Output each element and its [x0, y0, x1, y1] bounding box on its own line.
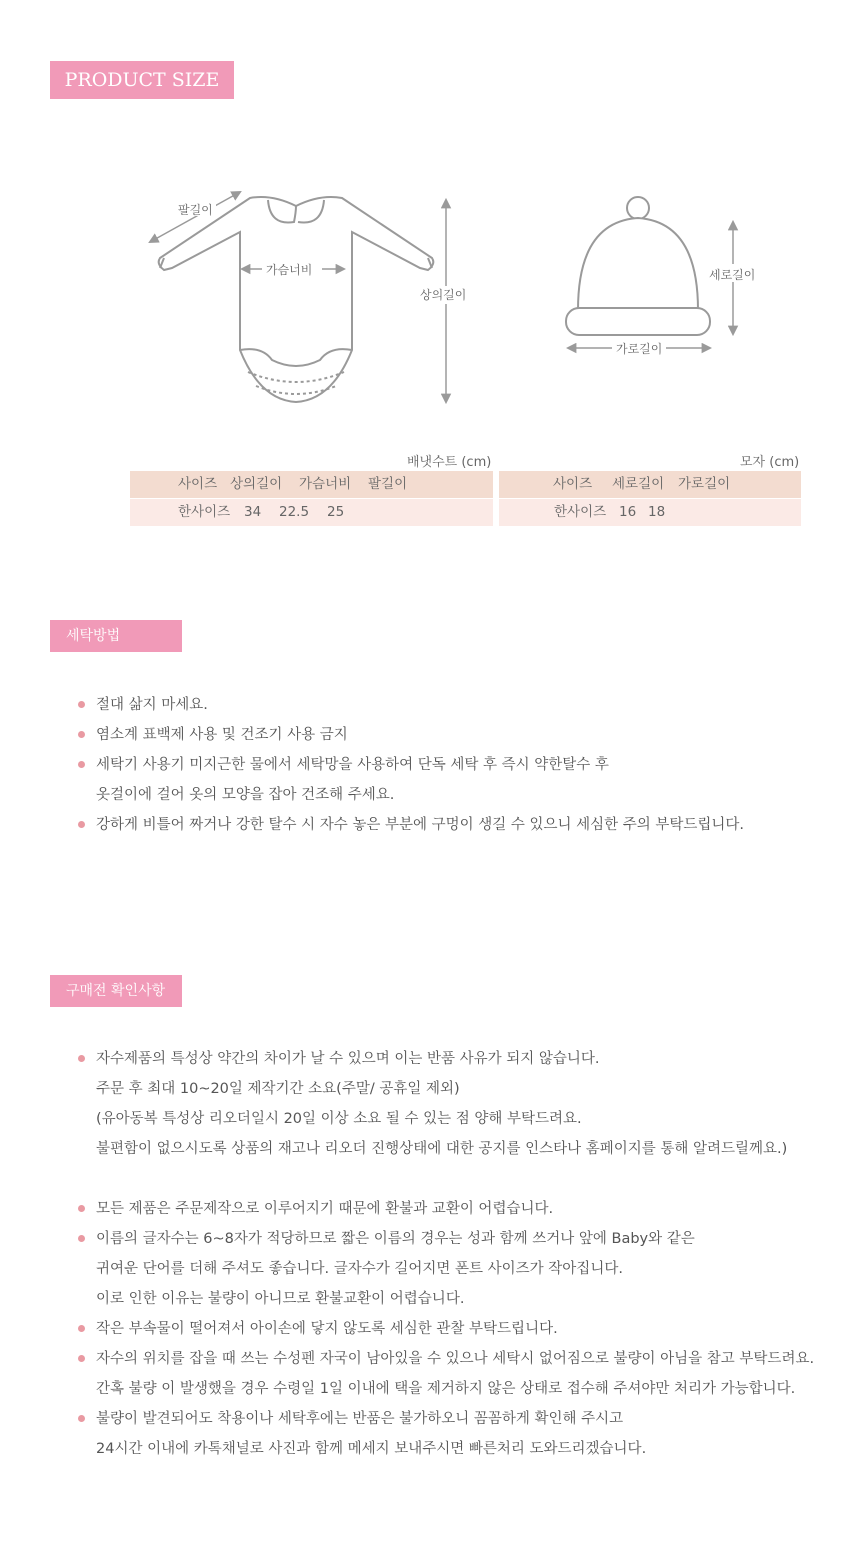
header-cell: 사이즈 — [178, 476, 218, 492]
list-item: 모든 제품은 주문제작으로 이루어지기 때문에 환불과 교환이 어렵습니다. — [78, 1194, 814, 1224]
hat-table-row — [499, 499, 801, 526]
list-item: 이름의 글자수는 6~8자가 적당하므로 짧은 이름의 경우는 성과 함께 쓰거나 앞에 Baby와 같은 — [78, 1224, 814, 1254]
sleeve-length-label: 팔길이 — [178, 203, 213, 217]
list-item: 간혹 불량 이 발생했을 경우 수령일 1일 이내에 택을 제거하지 않은 상태로 접수해 주셔야만 처리가 가능합니다. — [96, 1381, 796, 1397]
value-cell: 16 — [619, 504, 637, 520]
header-cell: 상의길이 — [230, 476, 283, 492]
hat-height-label: 세로길이 — [709, 268, 756, 282]
header-cell: 가슴너비 — [299, 476, 352, 492]
list-item: 불편함이 없으시도록 상품의 재고나 리오더 진행상태에 대한 공지를 인스타나 홈페이지를 통해 알려드릴께요.) — [96, 1141, 788, 1157]
value-cell: 25 — [327, 504, 345, 520]
list-item: 옷걸이에 걸어 옷의 모양을 잡아 건조해 주세요. — [96, 787, 395, 803]
purchase-check-list — [78, 1044, 814, 1464]
hat-illustration — [566, 197, 710, 335]
header-cell: 가로길이 — [678, 476, 731, 492]
value-cell: 22.5 — [279, 504, 310, 520]
list-item: 24시간 이내에 카톡채널로 사진과 함께 메세지 보내주시면 빠른처리 도와드리겠습니다. — [96, 1441, 647, 1457]
bodysuit-table-title: 배냇수트 (cm) — [407, 455, 492, 470]
list-item: 작은 부속물이 떨어져서 아이손에 닿지 않도록 세심한 관찰 부탁드립니다. — [78, 1314, 814, 1344]
chest-width-label: 가슴너비 — [266, 263, 313, 277]
list-item: 자수제품의 특성상 약간의 차이가 날 수 있으며 이는 반품 사유가 되지 않습니다. — [78, 1044, 814, 1074]
list-item: 자수의 위치를 잡을 때 쓰는 수성펜 자국이 남아있을 수 있으나 세탁시 없어짐으로 불량이 아님을 참고 부탁드려요. — [78, 1344, 814, 1374]
hat-width-label: 가로길이 — [616, 342, 663, 356]
product-size-label: PRODUCT SIZE — [50, 61, 234, 99]
hat-table-header — [499, 471, 801, 498]
value-cell: 한사이즈 — [178, 504, 231, 520]
purchase-check-label: 구매전 확인사항 — [50, 975, 182, 1007]
bodysuit-illustration — [159, 197, 434, 402]
header-cell: 세로길이 — [612, 476, 665, 492]
list-item: 절대 삶지 마세요. — [78, 690, 744, 720]
top-length-label: 상의길이 — [420, 288, 467, 302]
hat-table-title: 모자 (cm) — [740, 455, 800, 470]
list-item: 강하게 비틀어 짜거나 강한 탈수 시 자수 놓은 부분에 구멍이 생길 수 있으니 세심한 주의 부탁드립니다. — [78, 810, 744, 840]
header-cell: 팔길이 — [368, 476, 408, 492]
list-item: 이로 인한 이유는 불량이 아니므로 환불교환이 어렵습니다. — [96, 1291, 465, 1307]
list-spacer — [78, 1164, 814, 1194]
list-item: 불량이 발견되어도 착용이나 세탁후에는 반품은 불가하오니 꼼꼼하게 확인해 주시고 — [78, 1404, 814, 1434]
value-cell: 한사이즈 — [554, 504, 607, 520]
size-diagram — [0, 0, 860, 420]
washing-label: 세탁방법 — [50, 620, 182, 652]
bodysuit-table-header — [130, 471, 493, 498]
list-item: 귀여운 단어를 더해 주셔도 좋습니다. 글자수가 길어지면 폰트 사이즈가 작아집니다. — [96, 1261, 623, 1277]
list-item: 세탁기 사용기 미지근한 물에서 세탁망을 사용하여 단독 세탁 후 즉시 약한탈수 후 — [78, 750, 744, 780]
header-cell: 사이즈 — [553, 476, 593, 492]
list-item: 염소계 표백제 사용 및 건조기 사용 금지 — [78, 720, 744, 750]
list-item: 주문 후 최대 10~20일 제작기간 소요(주말/ 공휴일 제외) — [96, 1081, 460, 1097]
value-cell: 34 — [244, 504, 262, 520]
list-item: (유아동복 특성상 리오더일시 20일 이상 소요 될 수 있는 점 양해 부탁드려요. — [96, 1111, 582, 1127]
value-cell: 18 — [648, 504, 666, 520]
bodysuit-table-row — [130, 499, 493, 526]
washing-list — [78, 690, 744, 840]
